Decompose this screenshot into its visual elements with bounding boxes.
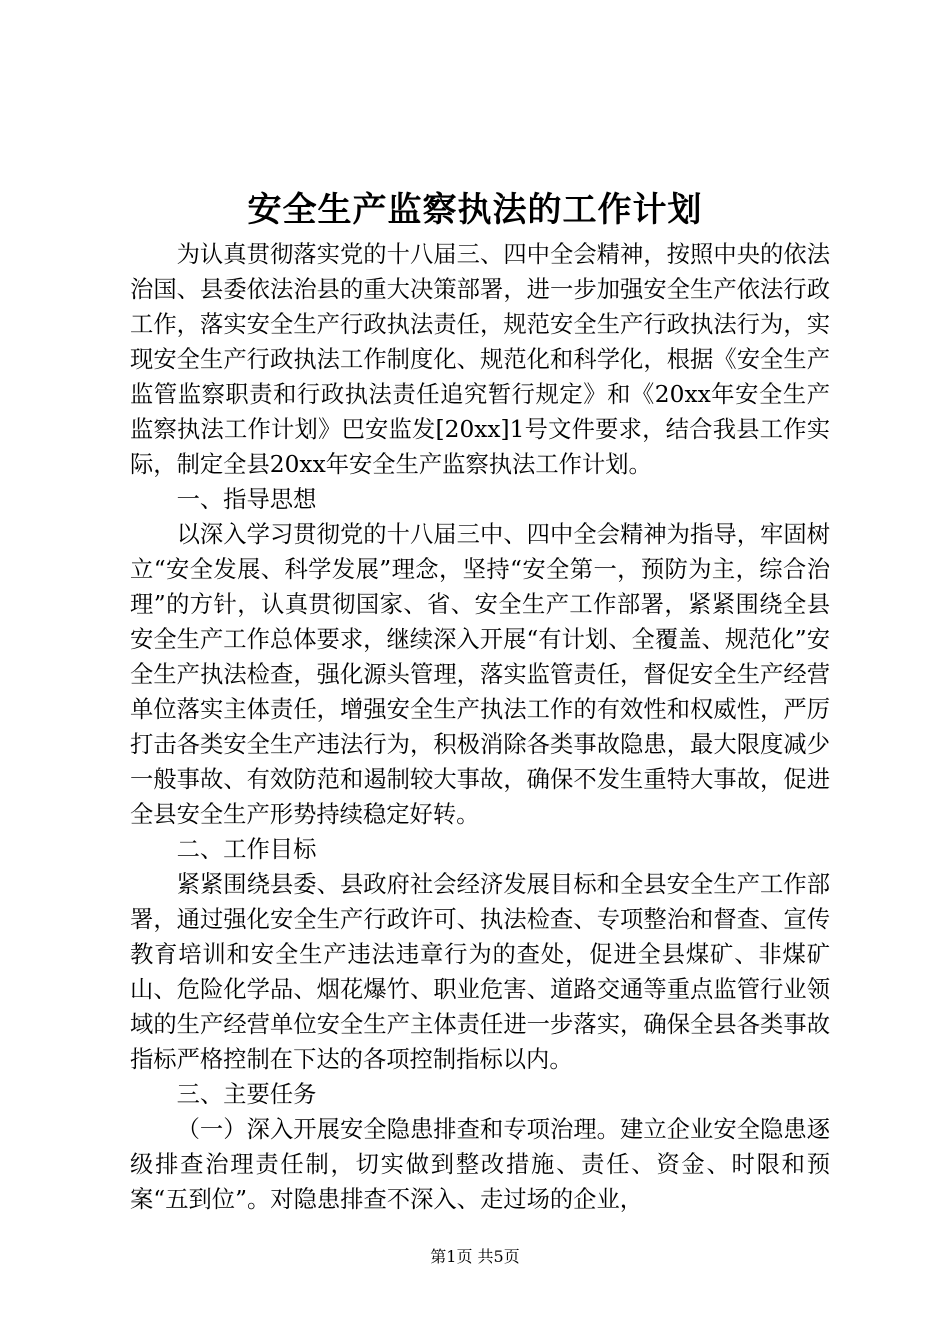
- section-heading-main-tasks: 三、主要任务: [176, 1081, 317, 1108]
- paragraph-intro: 为认真贯彻落实党的十八届三、四中全会精神，按照中央的依法治国、县委依法治县的重大决策部署，进一步加强安全生产依法行政工作，落实安全生产行政执法责任，规范安全生产行政执法行为，实现安全生产行政执法工作制度化、规范化和科学化，根据《安全生产监管监察职责和行政执法责任追究暂行规定》和《20xx年安全生产监察执法工作计划》巴安监发[20xx]1号文件要求，结合我县工作实际，制定全县20xx年安全生产监察执法工作计划。: [130, 241, 830, 478]
- page-footer: 第1页 共5页: [430, 1247, 520, 1266]
- paragraph-guiding-thought: 以深入学习贯彻党的十八届三中、四中全会精神为指导，牢固树立“安全发展、科学发展”理念，坚持“安全第一，预防为主，综合治理”的方针，认真贯彻国家、省、安全生产工作部署，紧紧围绕全县安全生产工作总体要求，继续深入开展“有计划、全覆盖、规范化”安全生产执法检查，强化源头管理，落实监管责任，督促安全生产经营单位落实主体责任，增强安全生产执法工作的有效性和权威性，严厉打击各类安全生产违法行为，积极消除各类事故隐患，最大限度减少一般事故、有效防范和遏制较大事故，确保不发生重特大事故，促进全县安全生产形势持续稳定好转。: [130, 521, 830, 828]
- paragraph-work-goals: 紧紧围绕县委、县政府社会经济发展目标和全县安全生产工作部署，通过强化安全生产行政许可、执法检查、专项整治和督查、宣传教育培训和安全生产违法违章行为的查处，促进全县煤矿、非煤矿山、危险化学品、烟花爆竹、职业危害、道路交通等重点监管行业领域的生产经营单位安全生产主体责任进一步落实，确保全县各类事故指标严格控制在下达的各项控制指标以内。: [130, 871, 830, 1073]
- section-heading-guiding-thought: 一、指导思想: [176, 486, 317, 513]
- document-title: 安全生产监察执法的工作计划: [247, 190, 703, 230]
- paragraph-main-tasks-1: （一）深入开展安全隐患排查和专项治理。建立企业安全隐患逐级排查治理责任制，切实做到整改措施、责任、资金、时限和预案“五到位”。对隐患排查不深入、走过场的企业，: [130, 1116, 830, 1213]
- section-heading-work-goals: 二、工作目标: [176, 836, 317, 863]
- document-body: [130, 237, 830, 1217]
